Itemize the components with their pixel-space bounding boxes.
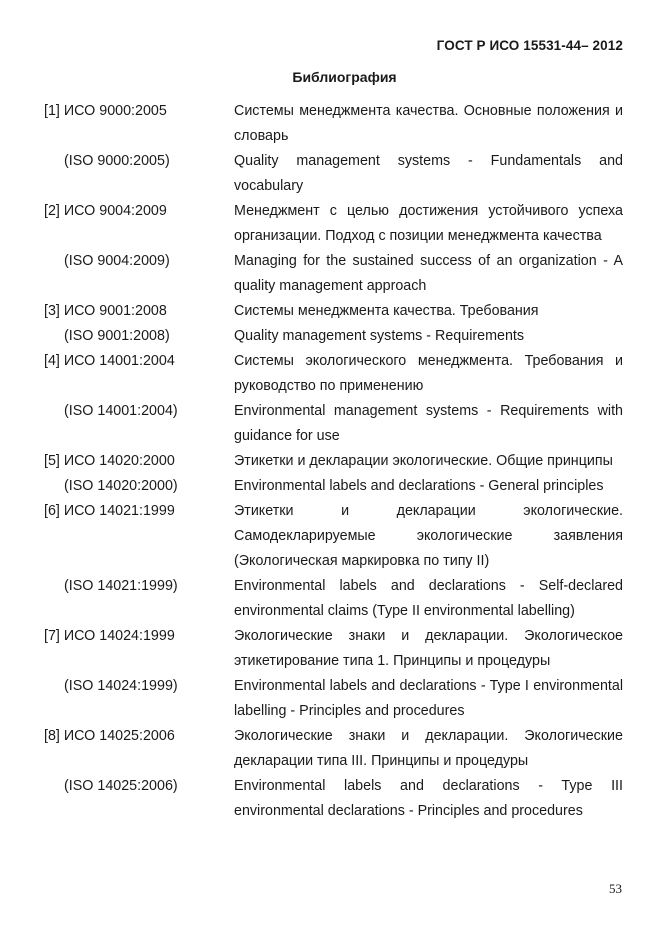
bibliography-title: Библиография xyxy=(292,69,397,85)
entry-description: Environmental labels and declarations - Self-declared environmental claims (Type II environmental labelling) xyxy=(234,578,623,619)
bibliography-entry-original xyxy=(0,324,661,349)
entry-description: Экологические знаки и декларации. Экологическое этикетирование типа 1. Принципы и процедуры xyxy=(234,628,623,669)
bibliography-entry xyxy=(0,449,661,474)
entry-description: Экологические знаки и декларации. Экологические декларации типа III. Принципы и процедуры xyxy=(234,728,623,769)
bibliography-entry xyxy=(0,349,661,399)
entry-reference: (ISO 14024:1999) xyxy=(64,678,178,694)
entry-description: Quality management systems - Requirements xyxy=(234,328,525,344)
bibliography-entry xyxy=(0,724,661,774)
entry-description: Environmental management systems - Requirements with guidance for use xyxy=(234,403,623,444)
entry-description: Environmental labels and declarations - Type III environmental declarations - Principles and procedures xyxy=(234,778,623,819)
bibliography-entry-original xyxy=(0,674,661,724)
bibliography-entry xyxy=(0,299,661,324)
entry-description: Этикетки и декларации экологические. Самодекларируемые экологические заявления (Экологическая маркировка по типу II) xyxy=(234,503,623,569)
bibliography-entry-original xyxy=(0,474,661,499)
bibliography-entry-original xyxy=(0,574,661,624)
entry-reference: [3] ИСО 9001:2008 xyxy=(44,303,167,319)
entry-description: Quality management systems - Fundamentals and vocabulary xyxy=(234,153,623,194)
entry-description: Этикетки и декларации экологические. Общие принципы xyxy=(234,453,613,469)
entry-description: Environmental labels and declarations - General principles xyxy=(234,478,604,494)
entry-reference: [2] ИСО 9004:2009 xyxy=(44,203,167,219)
bibliography-entry xyxy=(0,624,661,674)
bibliography-entry xyxy=(0,199,661,249)
entry-reference: (ISO 9004:2009) xyxy=(64,253,170,269)
entry-description: Managing for the sustained success of an organization - A quality management approach xyxy=(234,253,623,294)
entry-description: Системы менеджмента качества. Требования xyxy=(234,303,539,319)
bibliography-entry xyxy=(0,99,661,149)
entry-reference: [1] ИСО 9000:2005 xyxy=(44,103,167,119)
entry-reference: (ISO 14020:2000) xyxy=(64,478,178,494)
entry-reference: (ISO 14021:1999) xyxy=(64,578,178,594)
entry-reference: (ISO 9001:2008) xyxy=(64,328,170,344)
entry-reference: [8] ИСО 14025:2006 xyxy=(44,728,175,744)
entry-reference: [7] ИСО 14024:1999 xyxy=(44,628,175,644)
entry-description: Системы менеджмента качества. Основные положения и словарь xyxy=(234,103,623,144)
entry-reference: [4] ИСО 14001:2004 xyxy=(44,353,175,369)
entry-reference: (ISO 14001:2004) xyxy=(64,403,178,419)
bibliography-list xyxy=(0,99,661,824)
bibliography-entry xyxy=(0,499,661,574)
bibliography-entry-original xyxy=(0,249,661,299)
bibliography-entry-original xyxy=(0,149,661,199)
entry-description: Менеджмент с целью достижения устойчивого успеха организации. Подход с позиции менеджмента качества xyxy=(234,203,623,244)
page-number: 53 xyxy=(609,881,622,896)
bibliography-entry-original xyxy=(0,774,661,824)
entry-reference: [5] ИСО 14020:2000 xyxy=(44,453,175,469)
document-code-header: ГОСТ Р ИСО 15531-44– 2012 xyxy=(436,38,623,53)
entry-description: Environmental labels and declarations - Type I environmental labelling - Principles and procedures xyxy=(234,678,623,719)
entry-reference: (ISO 9000:2005) xyxy=(64,153,170,169)
entry-reference: (ISO 14025:2006) xyxy=(64,778,178,794)
entry-description: Системы экологического менеджмента. Требования и руководство по применению xyxy=(234,353,623,394)
bibliography-entry-original xyxy=(0,399,661,449)
entry-reference: [6] ИСО 14021:1999 xyxy=(44,503,175,519)
